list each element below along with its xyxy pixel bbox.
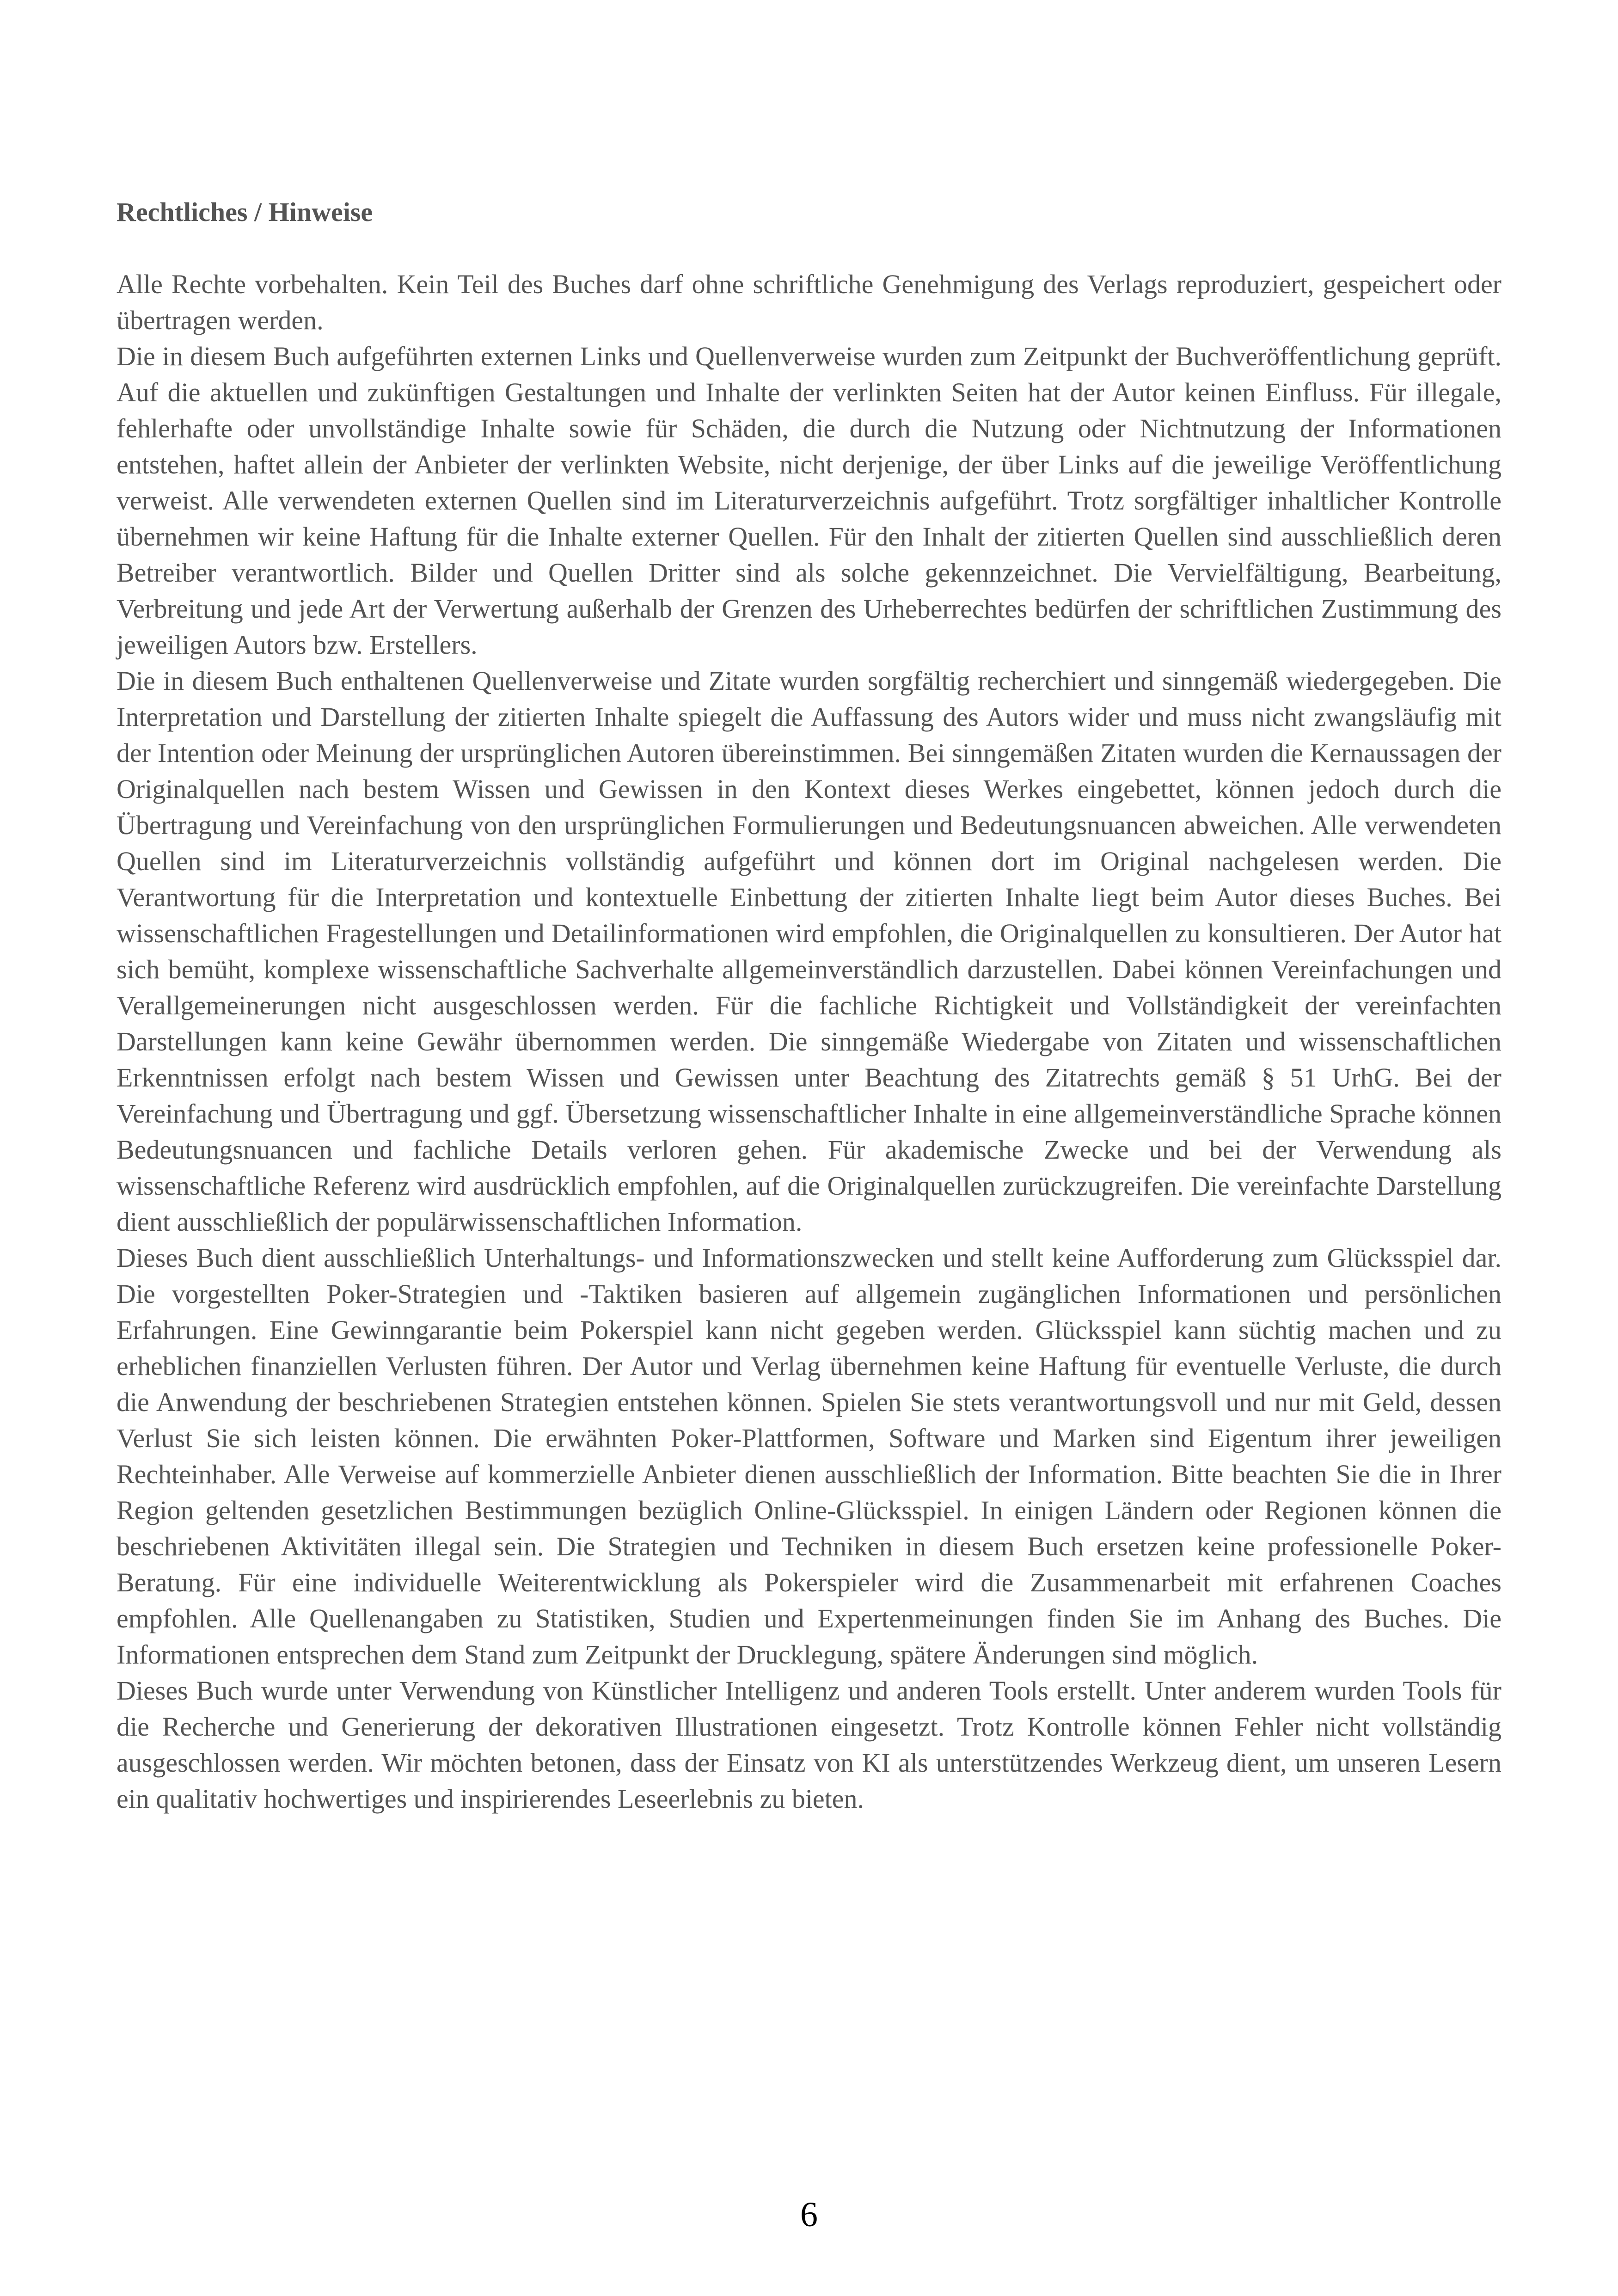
paragraph-rights: Alle Rechte vorbehalten. Kein Teil des Buches darf ohne schriftliche Genehmigung des Verlags reproduziert, gespeichert oder übertragen werden.	[116, 269, 1502, 335]
paragraph-links-disclaimer: Die in diesem Buch aufgeführten externen Links und Quellenverweise wurden zum Zeitpunkt der Buchveröffentlichung geprüft. Auf die aktuellen und zukünftigen Gestaltungen und Inhalte der verlinkten Seiten hat der Autor keinen Einfluss. Für illegale, fehlerhafte oder unvollständige Inhalte sowie für Schäden, die durch die Nutzung oder Nichtnutzung der Informationen entstehen, haftet allein der Anbieter der verlinkten Website, nicht derjenige, der über Links auf die jeweilige Veröffentlichung verweist. Alle verwendeten externen Quellen sind im Literaturverzeichnis aufgeführt. Trotz sorgfältiger inhaltlicher Kontrolle übernehmen wir keine Haftung für die Inhalte externer Quellen. Für den Inhalt der zitierten Quellen sind ausschließlich deren Betreiber verantwortlich. Bilder und Quellen Dritter sind als solche gekennzeichnet. Die Vervielfältigung, Bearbeitung, Verbreitung und jede Art der Verwertung außerhalb der Grenzen des Urheberrechtes bedürfen der schriftlichen Zustimmung des jeweiligen Autors bzw. Erstellers.	[116, 341, 1502, 660]
page-content	[116, 194, 1502, 1817]
paragraph-gambling-disclaimer: Dieses Buch dient ausschließlich Unterhaltungs- und Informationszwecken und stellt keine Aufforderung zum Glücksspiel dar. Die vorgestellten Poker-Strategien und -Taktiken basieren auf allgemein zugänglichen Informationen und persönlichen Erfahrungen. Eine Gewinngarantie beim Pokerspiel kann nicht gegeben werden. Glücksspiel kann süchtig machen und zu erheblichen finanziellen Verlusten führen. Der Autor und Verlag übernehmen keine Haftung für eventuelle Verluste, die durch die Anwendung der beschriebenen Strategien entstehen können. Spielen Sie stets verantwortungsvoll und nur mit Geld, dessen Verlust Sie sich leisten können. Die erwähnten Poker-Plattformen, Software und Marken sind Eigentum ihrer jeweiligen Rechteinhaber. Alle Verweise auf kommerzielle Anbieter dienen ausschließlich der Information. Bitte beachten Sie die in Ihrer Region geltenden gesetzlichen Bestimmungen bezüglich Online-Glücksspiel. In einigen Ländern oder Regionen können die beschriebenen Aktivitäten illegal sein. Die Strategien und Techniken in diesem Buch ersetzen keine professionelle Poker-Beratung. Für eine individuelle Weiterentwicklung als Pokerspieler wird die Zusammenarbeit mit erfahrenen Coaches empfohlen. Alle Quellenangaben zu Statistiken, Studien und Expertenmeinungen finden Sie im Anhang des Buches. Die Informationen entsprechen dem Stand zum Zeitpunkt der Drucklegung, spätere Änderungen sind möglich.	[116, 1243, 1502, 1670]
paragraph-ai-disclaimer: Dieses Buch wurde unter Verwendung von Künstlicher Intelligenz und anderen Tools erstellt. Unter anderem wurden Tools für die Recherche und Generierung der dekorativen Illustrationen eingesetzt. Trotz Kontrolle können Fehler nicht vollständig ausgeschlossen werden. Wir möchten betonen, dass der Einsatz von KI als unterstützendes Werkzeug dient, um unseren Lesern ein qualitativ hochwertiges und inspirierendes Leseerlebnis zu bieten.	[116, 1676, 1502, 1814]
section-heading: Rechtliches / Hinweise	[116, 197, 373, 227]
page-number: 6	[800, 2195, 818, 2234]
paragraph-citations-disclaimer: Die in diesem Buch enthaltenen Quellenverweise und Zitate wurden sorgfältig recherchiert und sinngemäß wiedergegeben. Die Interpretation und Darstellung der zitierten Inhalte spiegelt die Auffassung des Autors wider und muss nicht zwangsläufig mit der Intention oder Meinung der ursprünglichen Autoren übereinstimmen. Bei sinngemäßen Zitaten wurden die Kernaussagen der Originalquellen nach bestem Wissen und Gewissen in den Kontext dieses Werkes eingebettet, können jedoch durch die Übertragung und Vereinfachung von den ursprünglichen Formulierungen und Bedeutungsnuancen abweichen. Alle verwendeten Quellen sind im Literaturverzeichnis vollständig aufgeführt und können dort im Original nachgelesen werden. Die Verantwortung für die Interpretation und kontextuelle Einbettung der zitierten Inhalte liegt beim Autor dieses Buches. Bei wissenschaftlichen Fragestellungen und Detailinformationen wird empfohlen, die Originalquellen zu konsultieren. Der Autor hat sich bemüht, komplexe wissenschaftliche Sachverhalte allgemeinverständlich darzustellen. Dabei können Vereinfachungen und Verallgemeinerungen nicht ausgeschlossen werden. Für die fachliche Richtigkeit und Vollständigkeit der vereinfachten Darstellungen kann keine Gewähr übernommen werden. Die sinngemäße Wiedergabe von Zitaten und wissenschaftlichen Erkenntnissen erfolgt nach bestem Wissen und Gewissen unter Beachtung des Zitatrechts gemäß § 51 UrhG. Bei der Vereinfachung und Übertragung und ggf. Übersetzung wissenschaftlicher Inhalte in eine allgemeinverständliche Sprache können Bedeutungsnuancen und fachliche Details verloren gehen. Für akademische Zwecke und bei der Verwendung als wissenschaftliche Referenz wird ausdrücklich empfohlen, auf die Originalquellen zurückzugreifen. Die vereinfachte Darstellung dient ausschließlich der populärwissenschaftlichen Information.	[116, 666, 1502, 1237]
